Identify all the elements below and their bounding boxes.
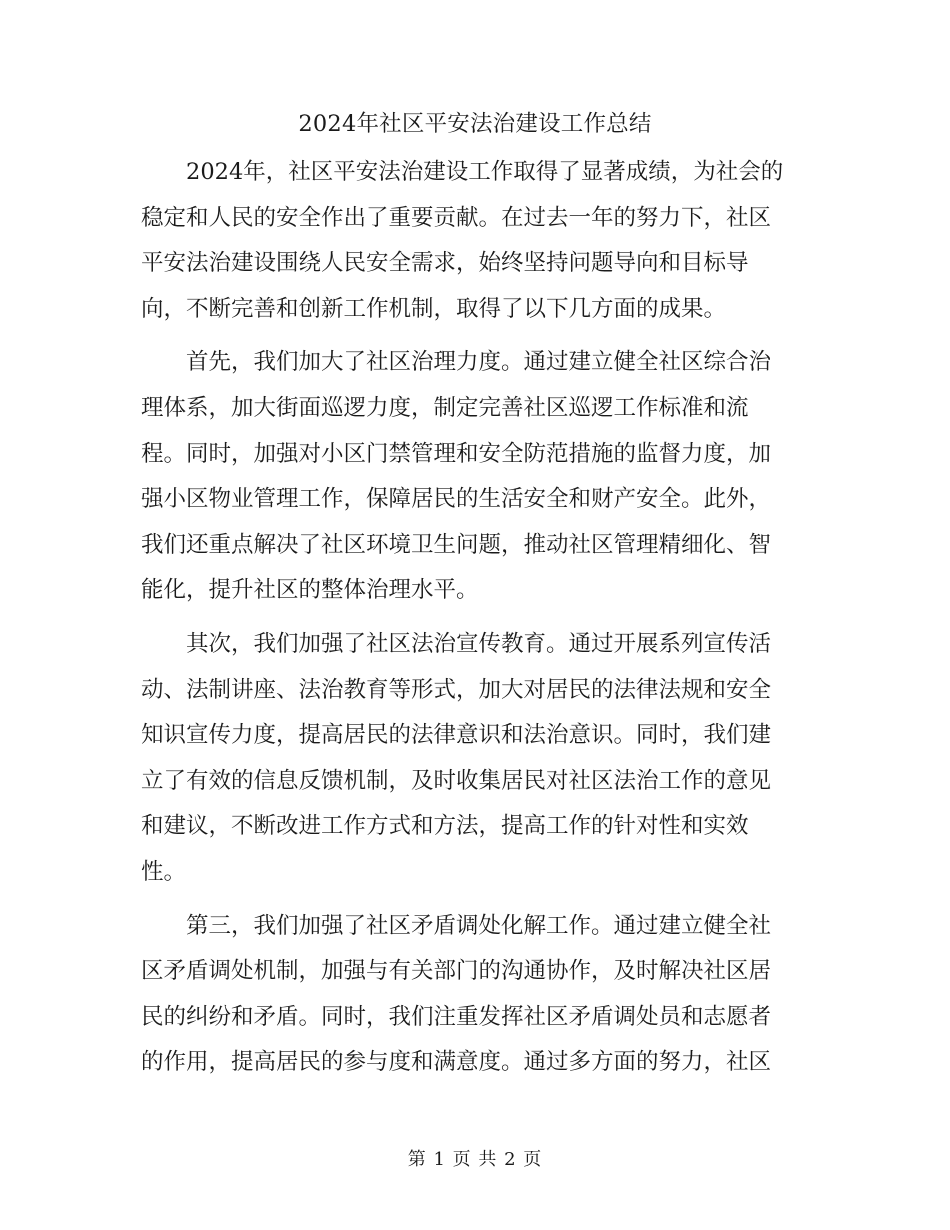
paragraph-line: 和建议，不断改进工作方式和方法，提高工作的针对性和实效 <box>141 813 749 840</box>
paragraph-line: 动、法制讲座、法治教育等形式，加大对居民的法律法规和安全 <box>141 676 772 703</box>
paragraph-line: 知识宣传力度，提高居民的法律意识和法治意识。同时，我们建 <box>141 722 772 749</box>
paragraph-line: 2024年，社区平安法治建设工作取得了显著成绩，为社会的 <box>186 159 784 185</box>
paragraph-line: 程。同时，加强对小区门禁管理和安全防范措施的监督力度，加 <box>141 440 772 467</box>
paragraph-line: 首先，我们加大了社区治理力度。通过建立健全社区综合治 <box>186 349 772 376</box>
document-body <box>141 150 806 1086</box>
document-title: 2024年社区平安法治建设工作总结 <box>298 111 652 137</box>
paragraph-line: 向，不断完善和创新工作机制，取得了以下几方面的成果。 <box>141 295 727 322</box>
paragraph-line: 民的纠纷和矛盾。同时，我们注重发挥社区矛盾调处员和志愿者 <box>141 1003 772 1030</box>
paragraph-line: 其次，我们加强了社区法治宣传教育。通过开展系列宣传活 <box>186 630 772 657</box>
paragraph <box>141 340 806 614</box>
paragraph <box>141 622 806 896</box>
paragraph-line: 我们还重点解决了社区环境卫生问题，推动社区管理精细化、智 <box>141 531 772 558</box>
paragraph-line: 性。 <box>141 858 187 885</box>
paragraph-line: 第三，我们加强了社区矛盾调处化解工作。通过建立健全社 <box>186 912 772 939</box>
paragraph-line: 平安法治建设围绕人民安全需求，始终坚持问题导向和目标导 <box>141 250 749 277</box>
paragraph-line: 能化，提升社区的整体治理水平。 <box>141 577 479 604</box>
paragraph-line: 立了有效的信息反馈机制，及时收集居民对社区法治工作的意见 <box>141 767 772 794</box>
paragraph-line: 稳定和人民的安全作出了重要贡献。在过去一年的努力下，社区 <box>141 204 772 231</box>
paragraph-line: 强小区物业管理工作，保障居民的生活安全和财产安全。此外， <box>141 486 772 513</box>
page-number-footer: 第 1 页 共 2 页 <box>407 1149 543 1170</box>
paragraph <box>141 904 806 1086</box>
paragraph-line: 的作用，提高居民的参与度和满意度。通过多方面的努力，社区 <box>141 1049 772 1076</box>
paragraph-line: 区矛盾调处机制，加强与有关部门的沟通协作，及时解决社区居 <box>141 958 772 985</box>
paragraph <box>141 150 806 332</box>
paragraph-line: 理体系，加大街面巡逻力度，制定完善社区巡逻工作标准和流 <box>141 394 749 421</box>
